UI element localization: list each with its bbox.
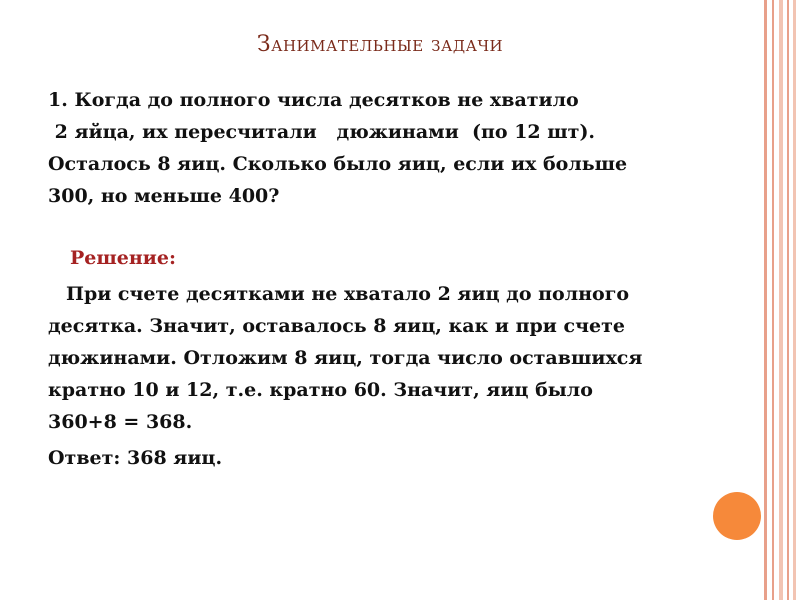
slide-title: Занимательные задачи (256, 32, 504, 57)
problem-line: Осталось 8 яиц. Сколько было яиц, если их больше (48, 153, 628, 175)
spacer (48, 212, 708, 242)
border-stripe (772, 0, 774, 600)
slide-body (48, 84, 708, 474)
solution-line: дюжинами. Отложим 8 яиц, тогда число оставшихся (48, 347, 643, 369)
answer-line: Ответ: 368 яиц. (48, 447, 223, 469)
border-stripe (787, 0, 789, 600)
right-border-decoration (760, 0, 800, 600)
problem-line: 1. Когда до полного числа десятков не хватило (48, 89, 579, 111)
solution-line: десятка. Значит, оставалось 8 яиц, как и при счете (48, 315, 625, 337)
solution-line: 360+8 = 368. (48, 411, 193, 433)
solution-label: Решение: (70, 247, 176, 269)
border-stripe (793, 0, 796, 600)
orange-circle-decoration (713, 492, 761, 540)
solution-line: При счете десятками не хватало 2 яиц до полного (66, 283, 630, 305)
border-stripe (779, 0, 783, 600)
problem-line: 2 яйца, их пересчитали дюжинами (по 12 шт). (48, 121, 596, 143)
problem-line: 300, но меньше 400? (48, 185, 280, 207)
solution-line: кратно 10 и 12, т.е. кратно 60. Значит, яиц было (48, 379, 593, 401)
border-stripe (764, 0, 767, 600)
